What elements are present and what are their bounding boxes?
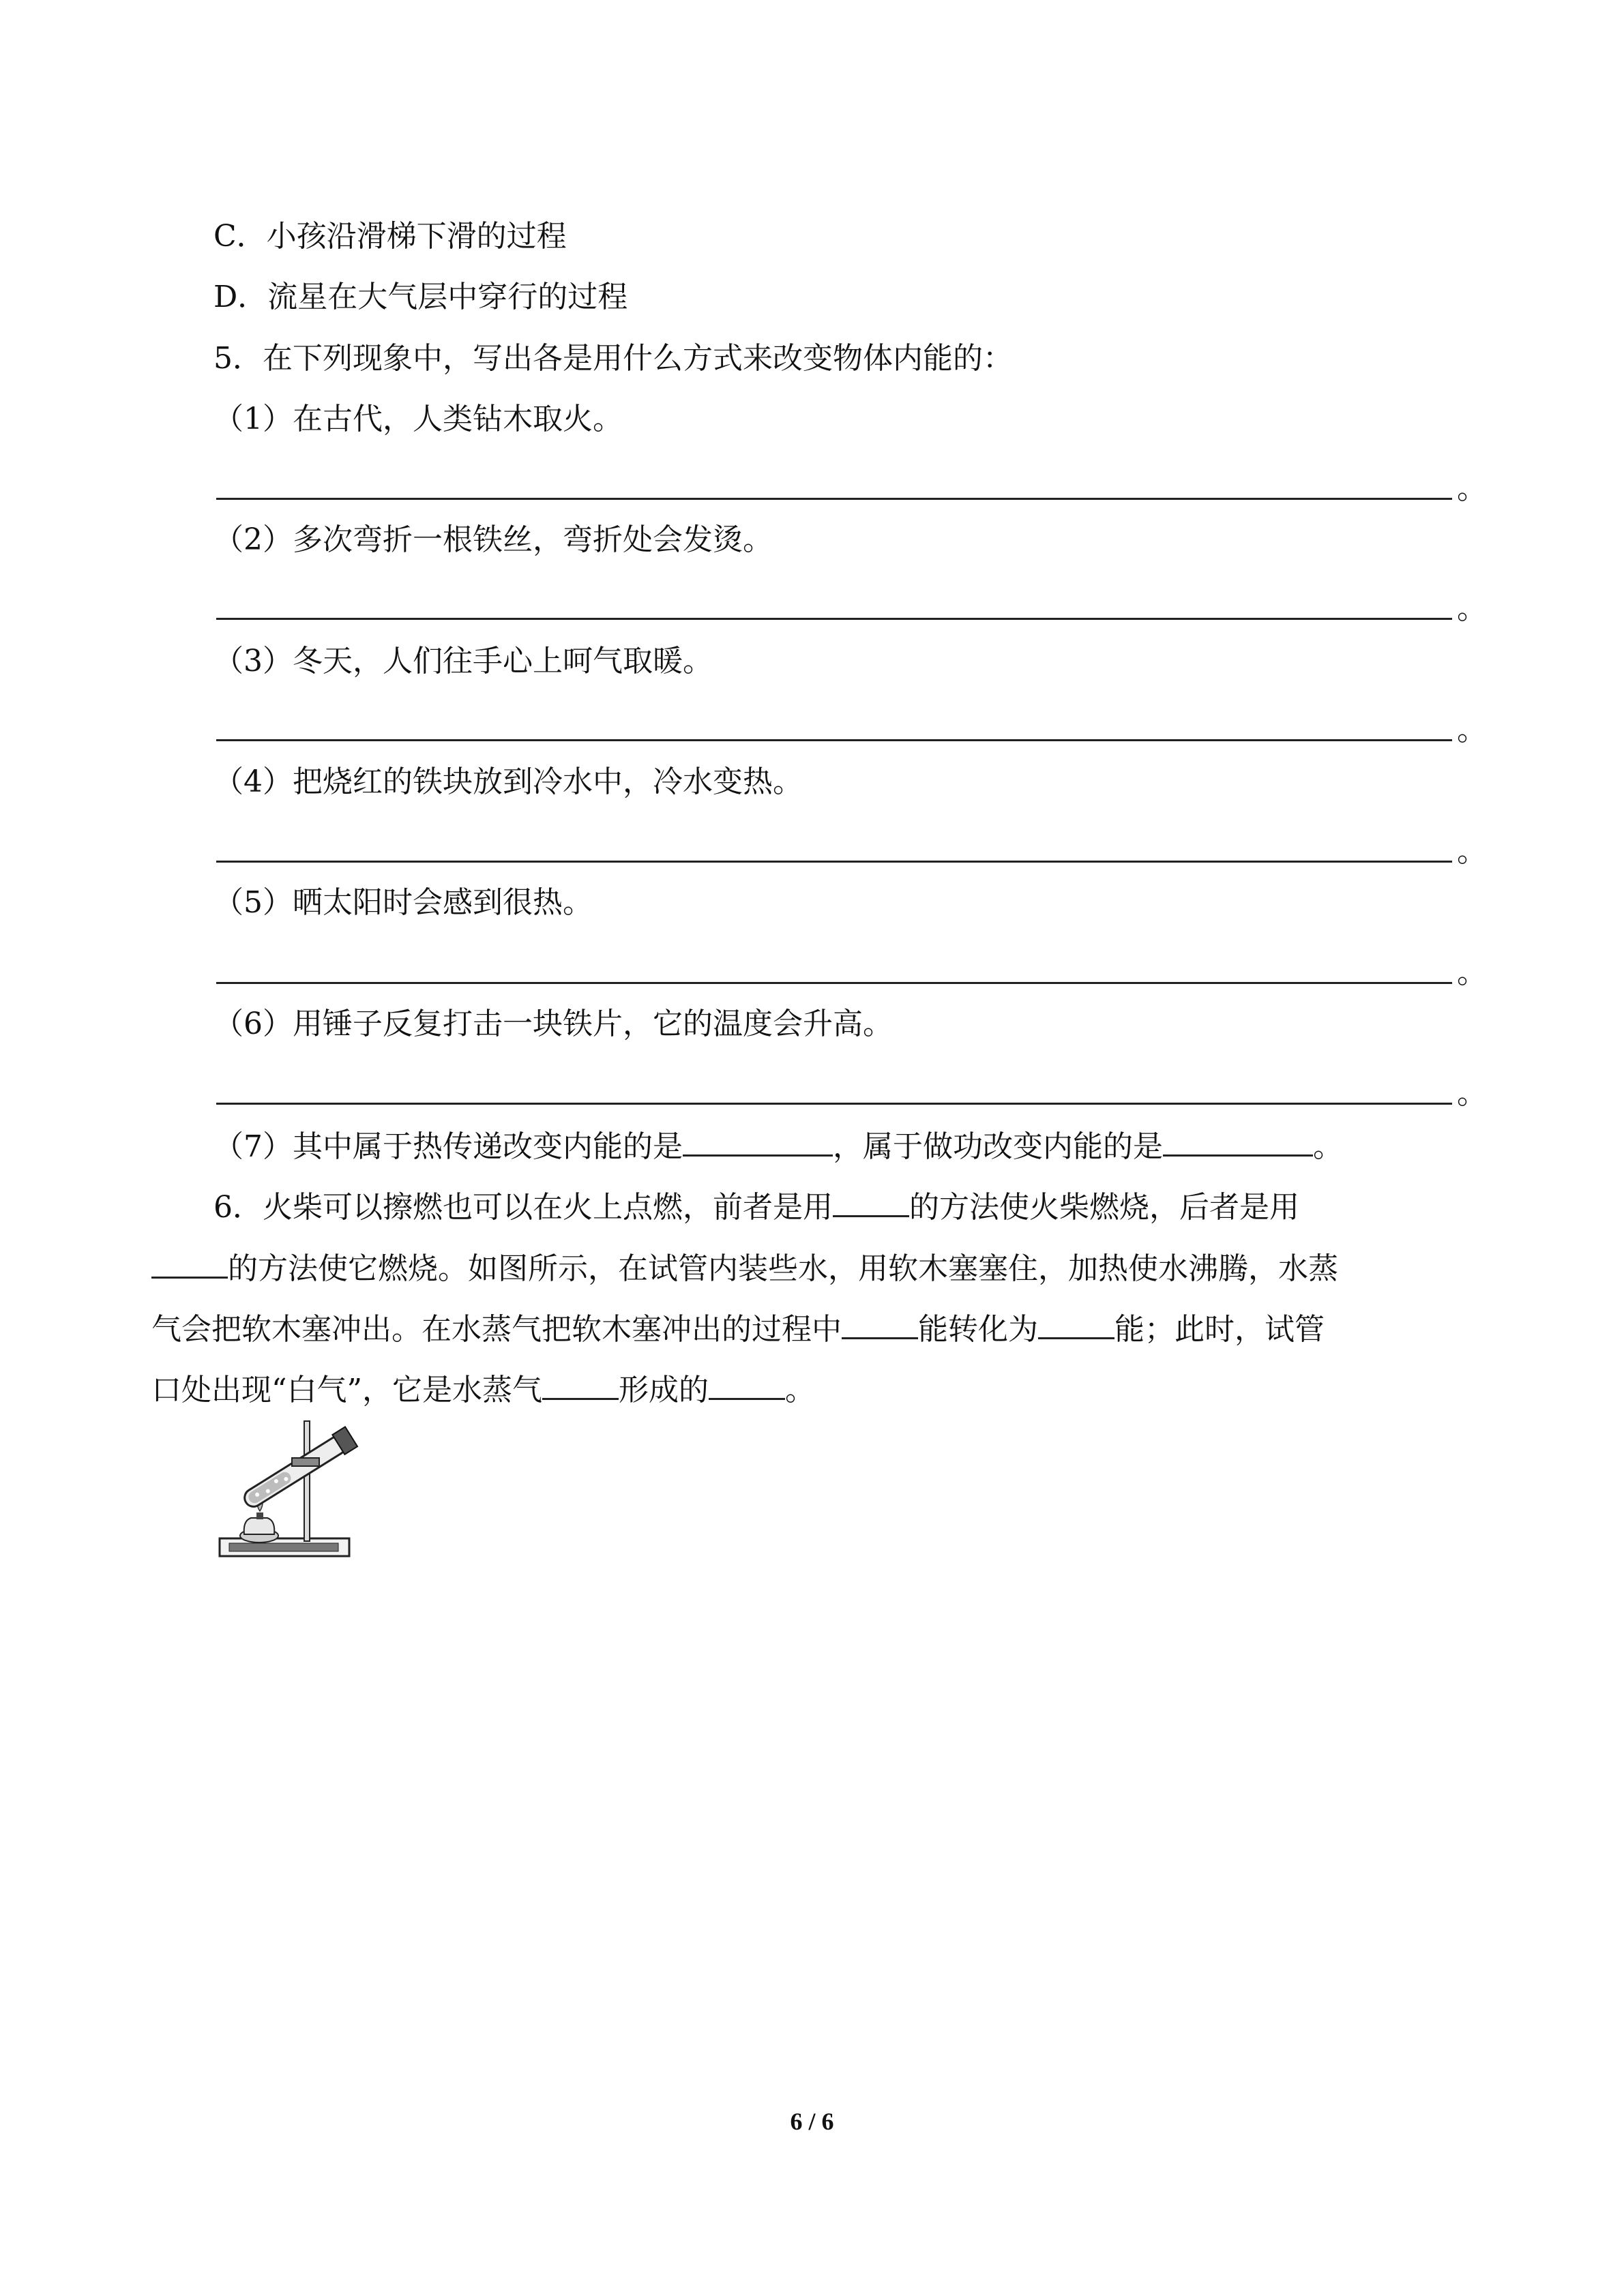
q5-item-7 [213, 1124, 1343, 1167]
q5-item-7-prefix: （7）其中属于热传递改变内能的是 [213, 1129, 683, 1164]
period-mark: 。 [1457, 713, 1487, 747]
q6-line-1 [213, 1185, 1299, 1228]
option-d: D．流星在大气层中穿行的过程 [213, 280, 628, 314]
clamp-icon [292, 1458, 319, 1466]
q5-item-7-middle: ，属于做功改变内能的是 [833, 1129, 1163, 1164]
q6-line-2 [151, 1247, 1338, 1289]
q5-item-6: （6）用锤子反复打击一块铁片，它的温度会升高。 [213, 1007, 893, 1041]
q6-text: 。 [785, 1373, 815, 1407]
q5-item-1: （1）在古代，人类钻木取火。 [213, 402, 623, 436]
q5-item-7-suffix: 。 [1313, 1129, 1343, 1164]
answer-line-2[interactable] [216, 618, 1452, 620]
period-mark: 。 [1457, 955, 1487, 990]
q6-text: 的方法使它燃烧。如图所示，在试管内装些水，用软木塞塞住，加热使水沸腾，水蒸 [228, 1251, 1338, 1286]
work-blank[interactable] [1163, 1124, 1313, 1157]
q6-text: 6．火柴可以擦燃也可以在火上点燃，前者是用 [213, 1190, 833, 1225]
stand-rod [304, 1421, 310, 1541]
test-tube-icon [240, 1427, 357, 1512]
stand-base-top [229, 1543, 338, 1551]
period-mark: 。 [1457, 591, 1487, 626]
period-mark: 。 [1457, 471, 1487, 506]
q6-blank-1[interactable] [833, 1185, 909, 1217]
answer-line-4[interactable] [216, 861, 1452, 863]
q5-item-2: （2）多次弯折一根铁丝，弯折处会发烫。 [213, 522, 773, 557]
heat-transfer-blank[interactable] [683, 1124, 833, 1157]
q6-text: 形成的 [619, 1373, 709, 1407]
answer-line-5[interactable] [216, 982, 1452, 984]
q6-line-4 [151, 1368, 815, 1411]
period-mark: 。 [1457, 834, 1487, 869]
q6-text: 气会把软木塞冲出。在水蒸气把软木塞冲出的过程中 [151, 1312, 842, 1347]
q6-text: 口处出现“白气”，它是水蒸气 [151, 1373, 542, 1407]
answer-line-1[interactable] [216, 498, 1452, 500]
q6-blank-2[interactable] [151, 1247, 228, 1279]
q5-item-4: （4）把烧红的铁块放到冷水中，冷水变热。 [213, 764, 803, 799]
q6-blank-5[interactable] [542, 1368, 619, 1400]
alcohol-lamp-icon [244, 1518, 275, 1534]
q5-item-5: （5）晒太阳时会感到很热。 [213, 885, 593, 920]
period-mark: 。 [1457, 1076, 1487, 1111]
question-5-stem: 5．在下列现象中，写出各是用什么方式来改变物体内能的： [213, 341, 1013, 376]
answer-line-6[interactable] [216, 1103, 1452, 1105]
q6-blank-3[interactable] [842, 1307, 918, 1339]
q6-blank-4[interactable] [1038, 1307, 1114, 1339]
q6-text: 的方法使火柴燃烧，后者是用 [909, 1190, 1299, 1225]
lamp-wick [256, 1512, 263, 1519]
option-c: C．小孩沿滑梯下滑的过程 [213, 219, 567, 254]
q6-text: 能转化为 [918, 1312, 1038, 1347]
answer-line-3[interactable] [216, 739, 1452, 741]
q5-item-3: （3）冬天，人们往手心上呵气取暖。 [213, 644, 713, 679]
q6-line-3 [151, 1307, 1325, 1350]
q6-blank-6[interactable] [709, 1368, 785, 1400]
q6-text: 能；此时，试管 [1114, 1312, 1325, 1347]
page-number: 6 / 6 [790, 2108, 834, 2135]
test-tube-apparatus-figure [217, 1418, 360, 1570]
